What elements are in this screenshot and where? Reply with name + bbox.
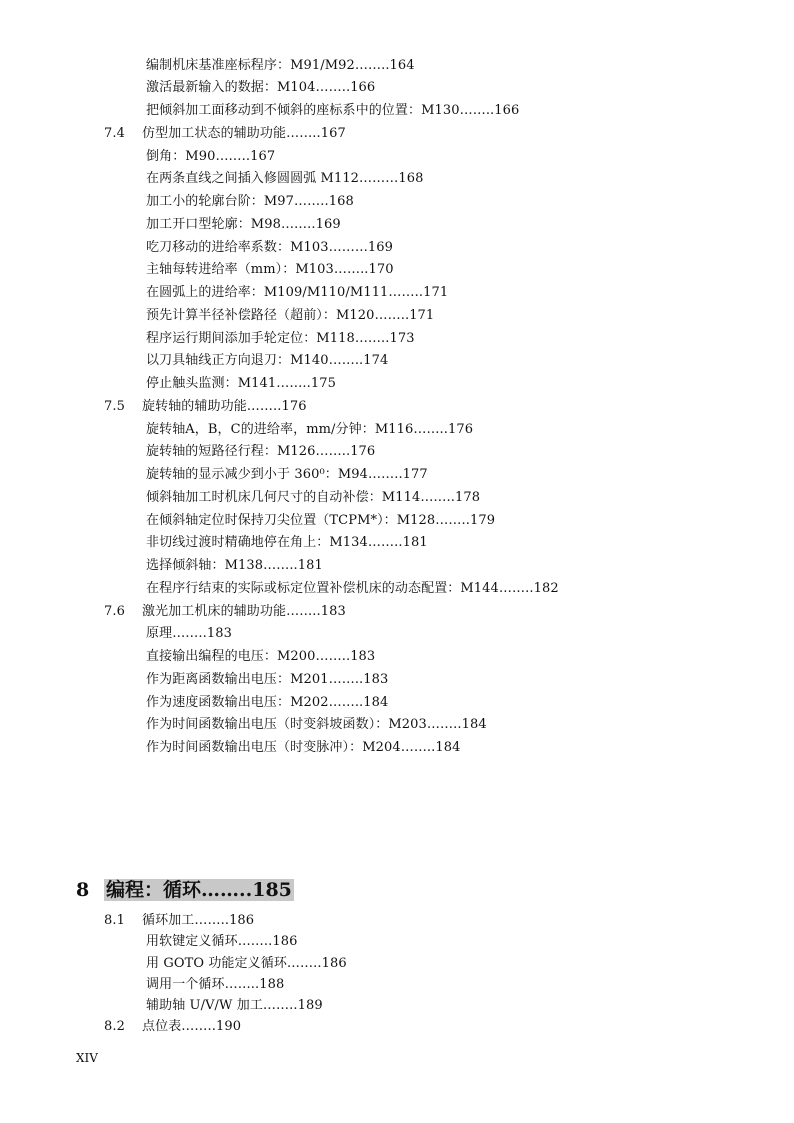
section-title: 点位表……..190: [142, 1019, 242, 1034]
toc-entry[interactable]: 辅助轴 U/V/W 加工……..189: [146, 998, 323, 1013]
toc-entry[interactable]: 作为距离函数输出电压：M201……..183: [146, 672, 389, 687]
section-number: 7.4: [104, 126, 125, 141]
toc-entry[interactable]: 调用一个循环……..188: [146, 977, 285, 992]
toc-entry[interactable]: 作为速度函数输出电压：M202……..184: [146, 695, 389, 710]
toc-entry[interactable]: 选择倾斜轴：M138……..181: [146, 558, 323, 573]
toc-entry[interactable]: 用软键定义循环……..186: [146, 934, 298, 949]
toc-entry[interactable]: 停止触头监测：M141……..175: [146, 376, 337, 391]
toc-section-8-1[interactable]: [104, 912, 254, 930]
chapter-number: 8: [76, 879, 90, 901]
toc-entry[interactable]: 原理……..183: [146, 626, 232, 641]
toc-chapter-8[interactable]: [76, 877, 294, 903]
toc-entry[interactable]: 倒角：M90……..167: [146, 149, 276, 164]
section-number: 7.5: [104, 399, 125, 414]
toc-entry[interactable]: 激活最新输入的数据：M104……..166: [146, 80, 376, 95]
toc-entry[interactable]: 用 GOTO 功能定义循环……..186: [146, 956, 347, 971]
toc-entry[interactable]: 作为时间函数输出电压（时变斜坡函数）：M203……..184: [146, 717, 487, 732]
toc-entry[interactable]: 加工开口型轮廓：M98……..169: [146, 217, 341, 232]
toc-section-7-6[interactable]: [104, 603, 346, 621]
toc-section-7-4[interactable]: [104, 125, 346, 143]
toc-entry[interactable]: 作为时间函数输出电压（时变脉冲）：M204……..184: [146, 740, 461, 755]
toc-entry[interactable]: 把倾斜加工面移动到不倾斜的座标系中的位置：M130……..166: [146, 103, 520, 118]
section-number: 8.2: [104, 1019, 125, 1034]
toc-entry[interactable]: 在倾斜轴定位时保持刀尖位置（TCPM*）：M128……..179: [146, 513, 496, 528]
toc-entry[interactable]: 预先计算半径补偿路径（超前）：M120……..171: [146, 308, 435, 323]
toc-entry[interactable]: 以刀具轴线正方向退刀：M140……..174: [146, 353, 389, 368]
section-number: 7.6: [104, 604, 125, 619]
page-number: XIV: [76, 1051, 98, 1065]
toc-entry[interactable]: 在程序行结束的实际或标定位置补偿机床的动态配置：M144……..182: [146, 581, 559, 596]
toc-entry[interactable]: 主轴每转进给率（mm）：M103……..170: [146, 262, 394, 277]
toc-entry[interactable]: 在两条直线之间插入修圆圆弧 M112………168: [146, 171, 424, 186]
section-title: 循环加工……..186: [142, 913, 255, 928]
section-title: 旋转轴的辅助功能……..176: [142, 399, 307, 414]
toc-entry[interactable]: 非切线过渡时精确地停在角上：M134……..181: [146, 535, 428, 550]
toc-entry[interactable]: 在圆弧上的进给率：M109/M110/M111……..171: [146, 285, 449, 300]
toc-entry[interactable]: 吃刀移动的进给率系数：M103………169: [146, 240, 394, 255]
toc-section-8-2[interactable]: [104, 1018, 241, 1036]
toc-entry[interactable]: 旋转轴的短路径行程：M126……..176: [146, 444, 376, 459]
toc-entry[interactable]: 直接输出编程的电压：M200……..183: [146, 649, 376, 664]
section-title: 激光加工机床的辅助功能……..183: [142, 604, 346, 619]
chapter-title: 编程：循环……..185: [106, 879, 292, 901]
section-number: 8.1: [104, 913, 125, 928]
toc-entry[interactable]: 倾斜轴加工时机床几何尺寸的自动补偿：M114……..178: [146, 490, 481, 505]
section-title: 仿型加工状态的辅助功能……..167: [142, 126, 346, 141]
toc-entry[interactable]: 旋转轴的显示减少到小于 360⁰：M94……..177: [146, 467, 428, 482]
toc-section-7-5[interactable]: [104, 398, 307, 416]
toc-entry[interactable]: 程序运行期间添加手轮定位：M118……..173: [146, 331, 415, 346]
toc-entry[interactable]: 加工小的轮廓台阶：M97……..168: [146, 194, 354, 209]
toc-entry[interactable]: 旋转轴A，B，C的进给率，mm/分钟：M116……..176: [146, 422, 474, 437]
toc-entry[interactable]: 编制机床基准座标程序：M91/M92……..164: [146, 58, 415, 73]
